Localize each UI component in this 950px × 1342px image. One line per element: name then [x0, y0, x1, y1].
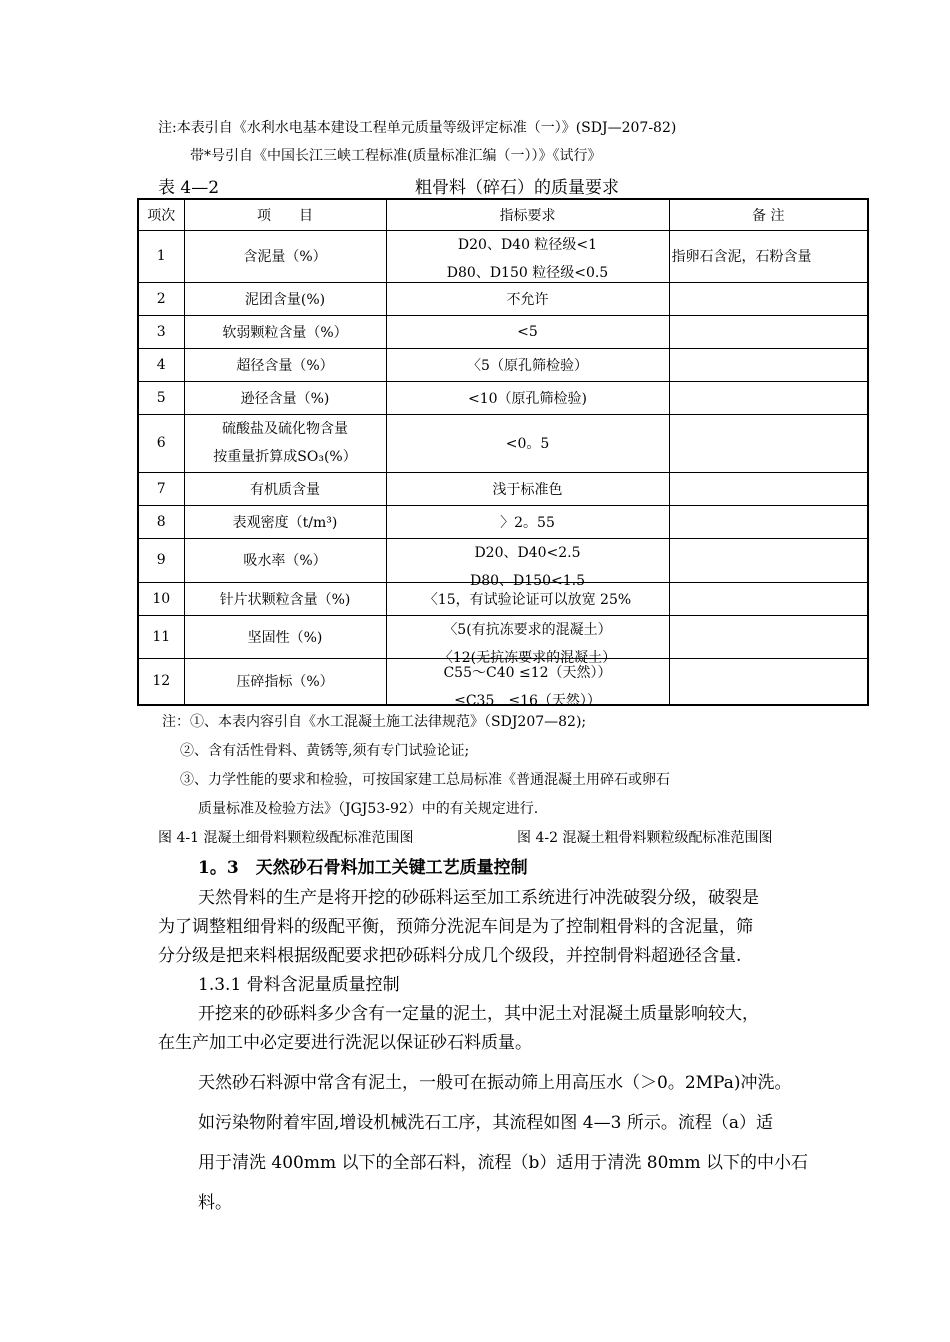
footnote-2: ②、含有活性骨料、黄锈等,须有专门试验论证;	[180, 743, 470, 759]
para1-line2: 为了调整粗细骨料的级配平衡，预筛分洗泥车间是为了控制粗骨料的含泥量，筛	[158, 917, 753, 937]
cell-item: 吸水率（%）	[184, 538, 386, 582]
section-heading: 1。3 天然砂石骨料加工关键工艺质量控制	[198, 858, 528, 878]
cell-requirement	[386, 538, 669, 589]
cell-no: 10	[138, 582, 184, 615]
para1-line1: 天然骨料的生产是将开挖的砂砾料运至加工系统进行冲洗破裂分级，破裂是	[198, 888, 759, 908]
cell-requirement: 〈5（原孔筛检验）	[386, 348, 669, 381]
footnote-1: 注：①、本表内容引自《水工混凝土施工法律规范》（SDJ207—82);	[162, 714, 587, 730]
quality-table	[137, 198, 869, 709]
cell-remark	[669, 472, 868, 505]
cell-no: 3	[138, 315, 184, 348]
requirement-line1: 〈5(有抗冻要求的混凝土）	[443, 622, 612, 638]
cell-remark	[669, 615, 868, 658]
para3-line1: 天然砂石料源中常含有泥土，一般可在振动筛上用高压水（＞0。2MPa)冲洗。	[198, 1073, 792, 1093]
requirement-line1: C55～C40 ≤12（天然））	[443, 664, 612, 681]
cell-remark	[669, 282, 868, 315]
header-remark: 备 注	[669, 199, 868, 230]
requirement-line2: 〈12(无抗冻要求的混凝土）	[438, 650, 617, 666]
para2-line1: 开挖来的砂砾料多少含有一定量的泥土，其中泥土对混凝土质量影响较大，	[198, 1004, 759, 1024]
figure-caption-1: 图 4-1 混凝土细骨料颗粒级配标准范围图	[158, 830, 414, 846]
cell-item: 泥团含量(%)	[184, 282, 386, 315]
cell-remark: 指卵石含泥，石粉含量	[669, 230, 868, 282]
cell-no: 11	[138, 615, 184, 658]
cell-item: 坚固性（%)	[184, 615, 386, 658]
cell-requirement: <10（原孔筛检验)	[386, 381, 669, 414]
cell-requirement	[386, 230, 669, 282]
requirement-line1: D20、D40 粒径级<1	[457, 237, 598, 253]
item-line2: 按重量折算成SO₃(%）	[213, 449, 357, 465]
cell-remark	[669, 348, 868, 381]
cell-no: 6	[138, 414, 184, 472]
cell-requirement: 〉2。55	[386, 505, 669, 538]
table-row	[138, 315, 868, 348]
cell-requirement: 〈15，有试验论证可以放宽 25%	[386, 582, 669, 615]
cell-item	[184, 414, 386, 472]
top-note-line1: 注:本表引自《水利水电基本建设工程单元质量等级评定标准（一）》(SDJ—207-82)	[158, 120, 677, 136]
cell-requirement: <0。5	[386, 414, 669, 472]
table-row	[138, 472, 868, 505]
cell-remark	[669, 315, 868, 348]
cell-no: 8	[138, 505, 184, 538]
para3-line2: 如污染物附着牢固,增设机械洗石工序，其流程如图 4—3 所示。流程（a）适	[198, 1113, 773, 1133]
para3-line3: 用于清洗 400mm 以下的全部石料，流程（b）适用于清洗 80mm 以下的中小石	[198, 1153, 809, 1173]
table-header-row	[138, 199, 868, 230]
cell-remark	[669, 381, 868, 414]
cell-remark	[669, 658, 868, 705]
cell-no: 4	[138, 348, 184, 381]
cell-item: 软弱颗粒含量（%）	[184, 315, 386, 348]
figure-caption-2: 图 4-2 混凝土粗骨料颗粒级配标准范围图	[517, 830, 773, 846]
top-note-line2: 带*号引自《中国长江三峡工程标准(质量标准汇编（一））》《试行》	[190, 148, 602, 164]
cell-no: 2	[138, 282, 184, 315]
table-row	[138, 658, 868, 705]
table-row	[138, 538, 868, 582]
cell-item: 超径含量（%）	[184, 348, 386, 381]
table-title: 粗骨料（碎石）的质量要求	[415, 178, 619, 198]
cell-item: 表观密度（t/m³)	[184, 505, 386, 538]
cell-remark	[669, 414, 868, 472]
cell-item: 压碎指标（%）	[184, 658, 386, 705]
header-no: 项次	[138, 199, 184, 230]
cell-remark	[669, 582, 868, 615]
item-line1: 硫酸盐及硫化物含量	[222, 421, 348, 437]
cell-requirement: 不允许	[386, 282, 669, 315]
cell-remark	[669, 538, 868, 582]
cell-no: 1	[138, 230, 184, 282]
cell-item: 逊径含量（%)	[184, 381, 386, 414]
cell-no: 7	[138, 472, 184, 505]
header-requirement: 指标要求	[386, 199, 669, 230]
requirement-line2: D80、D150 粒径级<0.5	[446, 265, 609, 281]
requirement-line2: D80、D150<1.5	[470, 573, 585, 589]
table-caption: 表 4—2	[158, 178, 220, 198]
cell-item: 含泥量（%）	[184, 230, 386, 282]
cell-requirement: 浅于标准色	[386, 472, 669, 505]
table-row	[138, 348, 868, 381]
cell-requirement: <5	[386, 315, 669, 348]
table-row	[138, 414, 868, 472]
subsection-heading: 1.3.1 骨料含泥量质量控制	[198, 975, 400, 995]
footnote-4: 质量标准及检验方法》（JGJ53-92）中的有关规定进行.	[198, 801, 539, 817]
header-item: 项 目	[184, 199, 386, 230]
para2-line2: 在生产加工中必定要进行洗泥以保证砂石料质量。	[158, 1033, 532, 1053]
cell-remark	[669, 505, 868, 538]
table-row	[138, 230, 868, 282]
cell-no: 9	[138, 538, 184, 582]
footnote-3: ③、力学性能的要求和检验，可按国家建工总局标准《普通混凝土用碎石或卵石	[180, 772, 670, 788]
table-row	[138, 505, 868, 538]
cell-requirement	[386, 658, 669, 709]
cell-no: 5	[138, 381, 184, 414]
para3-line4: 料。	[198, 1193, 232, 1213]
cell-requirement	[386, 615, 669, 666]
para1-line3: 分分级是把来料根据级配要求把砂砾料分成几个级段，并控制骨料超逊径含量.	[158, 946, 742, 966]
cell-item: 针片状颗粒含量（%)	[184, 582, 386, 615]
table-row	[138, 615, 868, 658]
requirement-line1: D20、D40<2.5	[474, 545, 581, 561]
table-row	[138, 381, 868, 414]
cell-item: 有机质含量	[184, 472, 386, 505]
cell-no: 12	[138, 658, 184, 705]
requirement-line2: ≤C35 ≤16（天然））	[454, 692, 601, 709]
